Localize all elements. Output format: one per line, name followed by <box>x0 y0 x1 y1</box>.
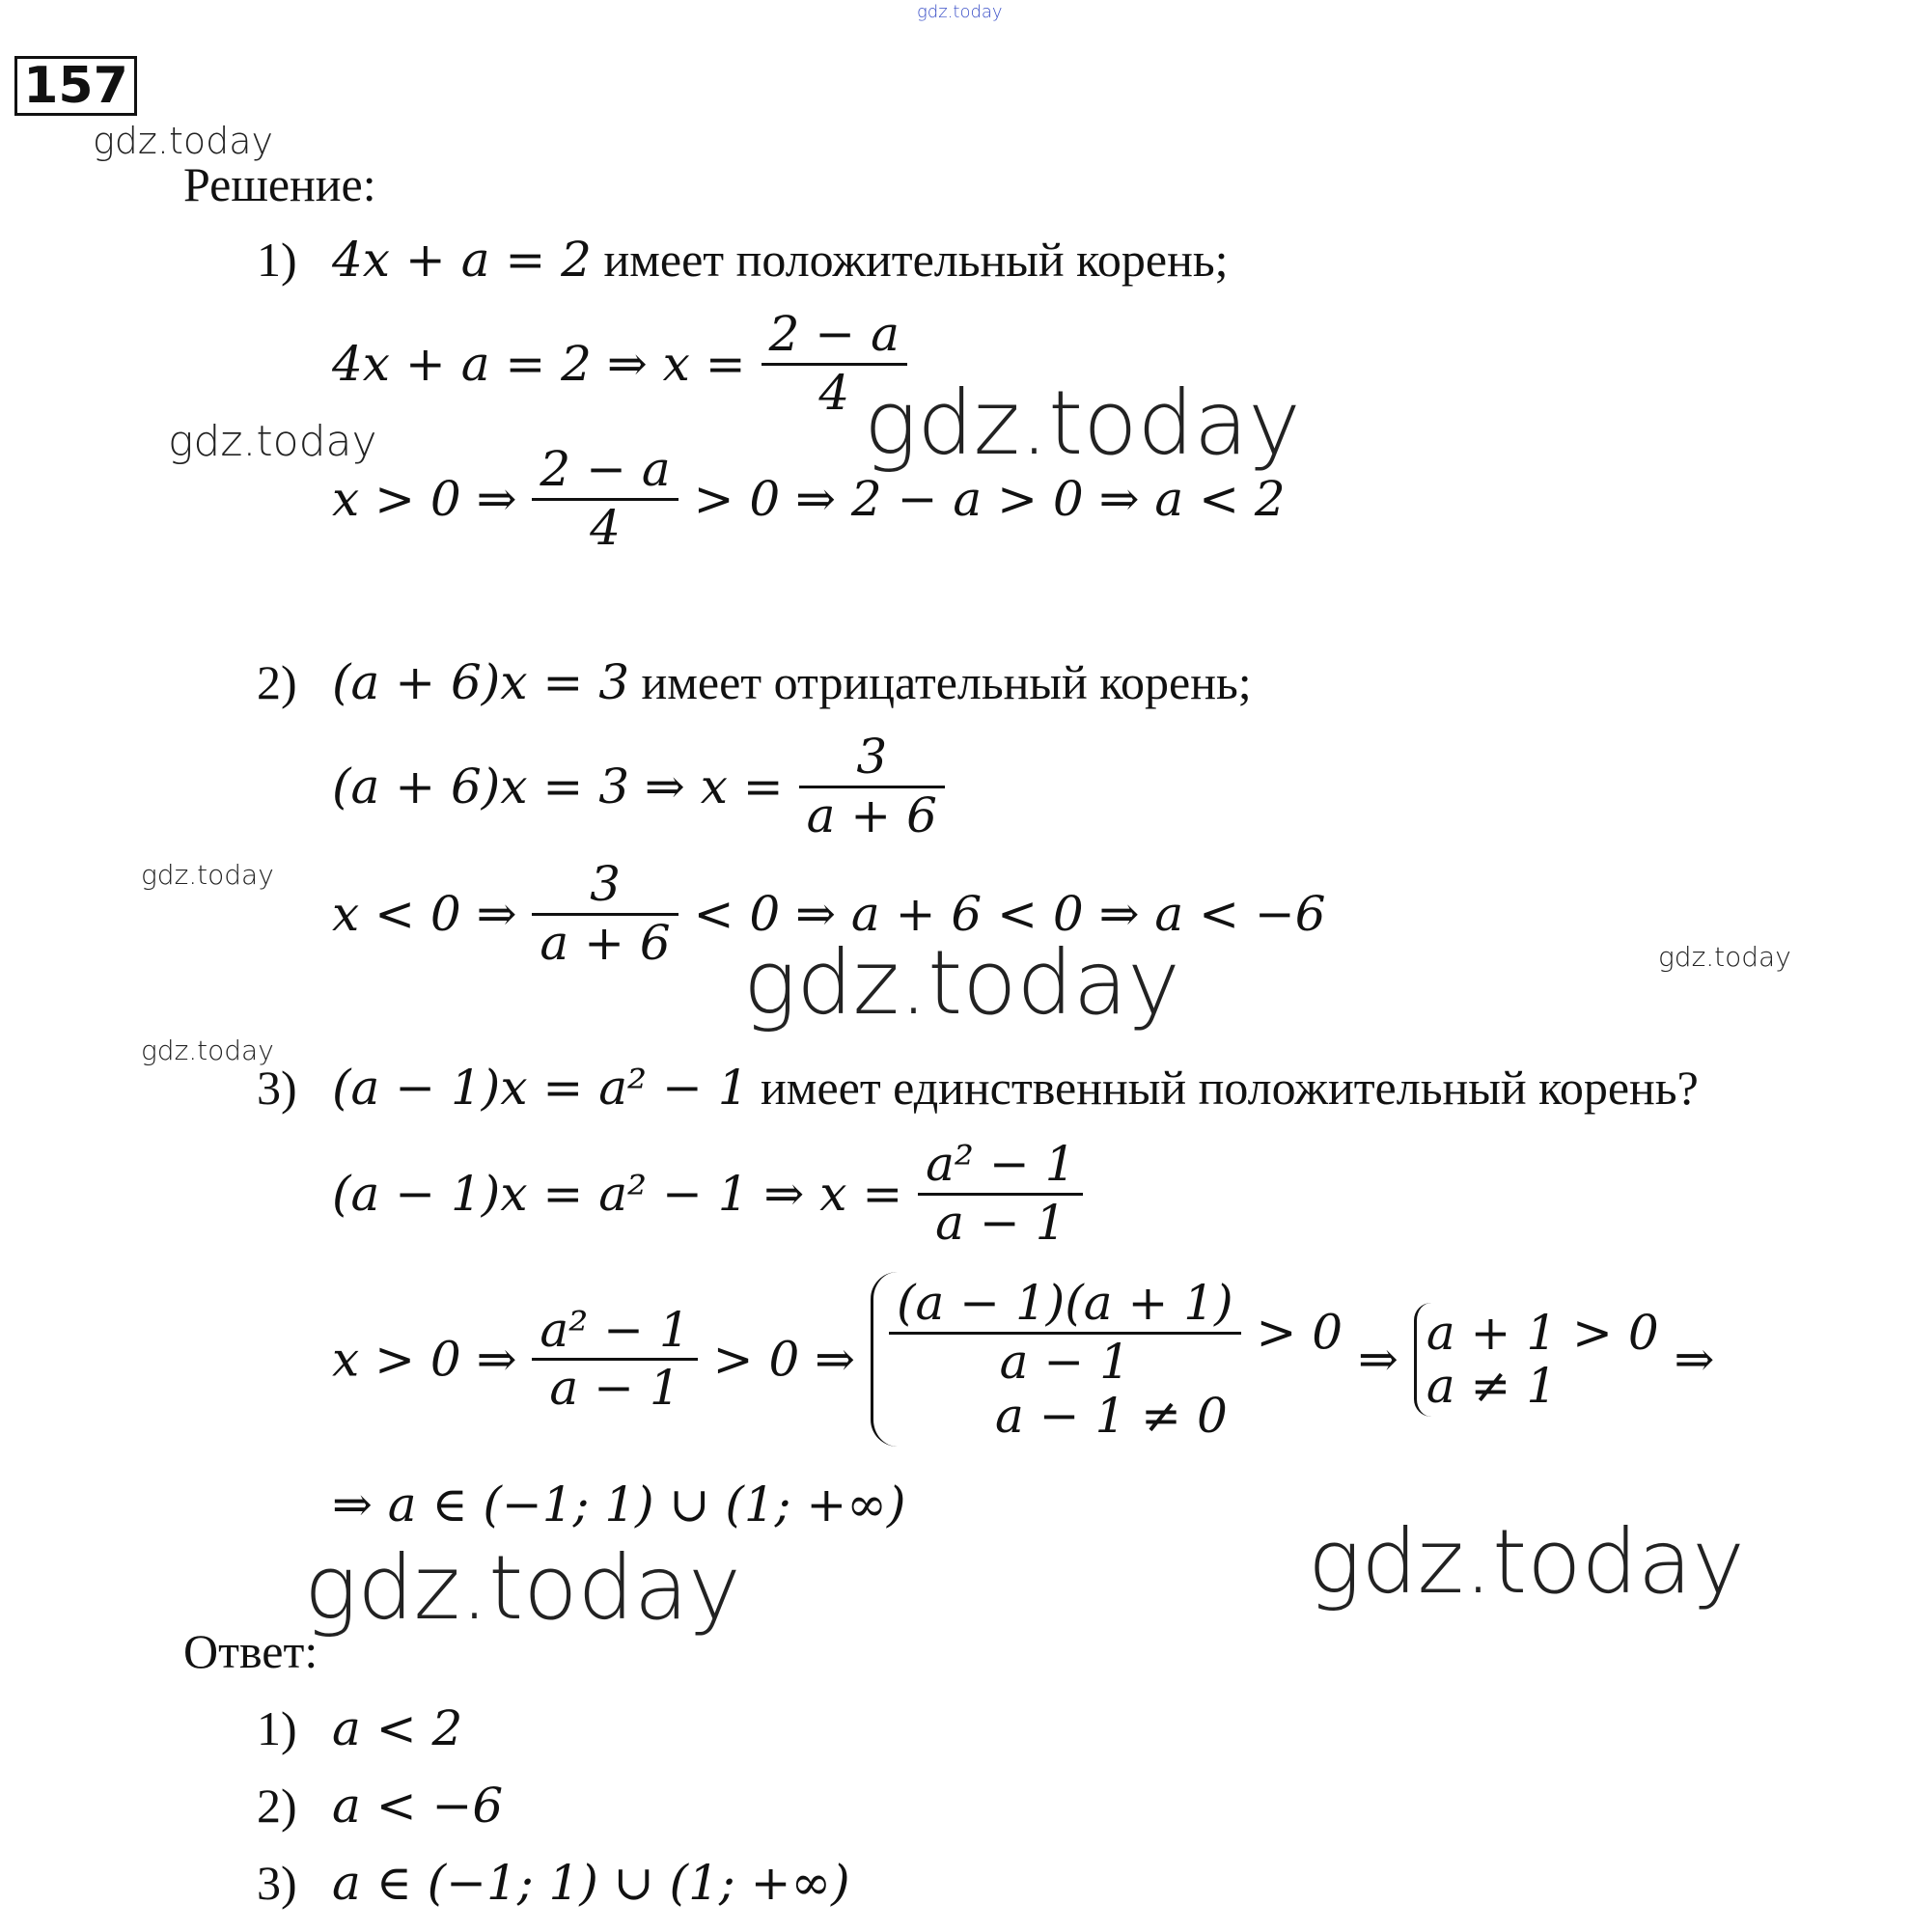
part2-statement: имеет отрицательный корень; <box>641 655 1252 709</box>
part3-step3: ⇒ a ∈ (−1; 1) ∪ (1; +∞) <box>332 1477 906 1532</box>
part2-step1-denominator: a + 6 <box>799 786 945 844</box>
part2-statement-line <box>332 654 1252 710</box>
part3-system-1-denominator: a − 1 <box>889 1332 1241 1391</box>
part2-equation: (a + 6)x = 3 <box>332 654 630 710</box>
part3-system-2-after: ⇒ <box>1674 1331 1715 1388</box>
part3-system-2-row2: a ≠ 1 <box>1426 1357 1558 1414</box>
part3-system-1 <box>871 1272 1343 1447</box>
part2-step1-lhs: (a + 6)x = 3 ⇒ x = <box>332 759 784 814</box>
part3-system-1-fraction <box>889 1276 1241 1390</box>
part3-step1-lhs: (a − 1)x = a² − 1 ⇒ x = <box>332 1166 903 1222</box>
part3-step1-denominator: a − 1 <box>918 1193 1083 1252</box>
answer-item-2-number: 2) <box>257 1779 297 1833</box>
part1-equation: 4x + a = 2 <box>332 232 592 288</box>
part1-step2 <box>332 442 1286 556</box>
part2-step2-rhs: < 0 ⇒ a + 6 < 0 ⇒ a < −6 <box>693 886 1326 942</box>
watermark: gdz.today <box>93 120 273 162</box>
part1-statement-line <box>332 232 1229 288</box>
part2-step2 <box>332 857 1326 971</box>
part3-system-1-row2: a − 1 ≠ 0 <box>994 1388 1228 1444</box>
part2-step1-fraction <box>799 730 945 843</box>
part2-step2-denominator: a + 6 <box>532 913 678 972</box>
part1-step2-fraction <box>532 442 678 556</box>
part1-step2-lhs: x > 0 ⇒ <box>332 471 517 527</box>
part3-statement: имеет единственный положительный корень? <box>761 1061 1699 1115</box>
watermark: gdz.today <box>743 931 1180 1035</box>
watermark: gdz.today <box>304 1536 741 1640</box>
answer-item-3-value: a ∈ (−1; 1) ∪ (1; +∞) <box>332 1855 850 1911</box>
part3-step2 <box>332 1272 1714 1447</box>
part1-statement: имеет положительный корень; <box>603 233 1229 287</box>
part2-step2-numerator: 3 <box>590 856 621 912</box>
part3-step2-mid: > 0 ⇒ <box>712 1331 856 1388</box>
part2-step1 <box>332 730 945 843</box>
part3-step2-denominator: a − 1 <box>532 1358 697 1417</box>
part1-step1-denominator: 4 <box>762 363 907 422</box>
answer-item-1-number: 1) <box>257 1701 297 1755</box>
part3-system-1-rhs: > 0 <box>1256 1304 1343 1361</box>
solution-heading: Решение: <box>183 157 376 211</box>
part2-step1-numerator: 3 <box>856 729 888 785</box>
part1-step1-lhs: 4x + a = 2 ⇒ x = <box>332 336 746 392</box>
watermark: gdz.today <box>1658 941 1791 973</box>
watermark: gdz.today <box>864 372 1301 475</box>
watermark-top: gdz.today <box>917 2 1003 22</box>
part2-number: 2) <box>257 655 297 709</box>
part3-equation: (a − 1)x = a² − 1 <box>332 1060 749 1116</box>
problem-number-badge: 157 <box>14 56 137 116</box>
part1-number: 1) <box>257 233 297 287</box>
part3-arrow: ⇒ <box>1358 1331 1399 1388</box>
part1-step2-rhs: > 0 ⇒ 2 − a > 0 ⇒ a < 2 <box>693 471 1286 527</box>
answer-heading: Ответ: <box>183 1624 318 1678</box>
part1-step2-denominator: 4 <box>532 498 678 557</box>
answer-item-3-number: 3) <box>257 1856 297 1910</box>
part1-step2-numerator: 2 − a <box>540 441 671 497</box>
answer-item-1-value: a < 2 <box>332 1700 463 1756</box>
part3-step2-numerator: a² − 1 <box>540 1301 690 1358</box>
part1-step1 <box>332 307 907 421</box>
part3-step1-fraction <box>918 1137 1083 1251</box>
watermark: gdz.today <box>168 417 377 466</box>
part3-system-1-numerator: (a − 1)(a + 1) <box>896 1275 1233 1331</box>
answer-item-2-value: a < −6 <box>332 1778 504 1834</box>
part3-step2-fraction <box>532 1303 697 1417</box>
part3-step1 <box>332 1137 1083 1251</box>
part2-step2-lhs: x < 0 ⇒ <box>332 886 517 942</box>
part3-step1-numerator: a² − 1 <box>926 1136 1076 1192</box>
part1-step1-fraction <box>762 307 907 421</box>
part1-step1-numerator: 2 − a <box>768 306 900 362</box>
watermark: gdz.today <box>1308 1510 1745 1614</box>
part3-system-1-row1 <box>889 1276 1343 1390</box>
watermark: gdz.today <box>141 859 274 891</box>
part3-statement-line <box>332 1060 1699 1116</box>
part3-system-2-row1: a + 1 > 0 <box>1426 1304 1659 1361</box>
watermark: gdz.today <box>141 1035 274 1066</box>
part3-step2-lhs: x > 0 ⇒ <box>332 1331 517 1388</box>
part2-step2-fraction <box>532 857 678 971</box>
part3-system-2 <box>1414 1303 1659 1417</box>
part3-number: 3) <box>257 1061 297 1115</box>
